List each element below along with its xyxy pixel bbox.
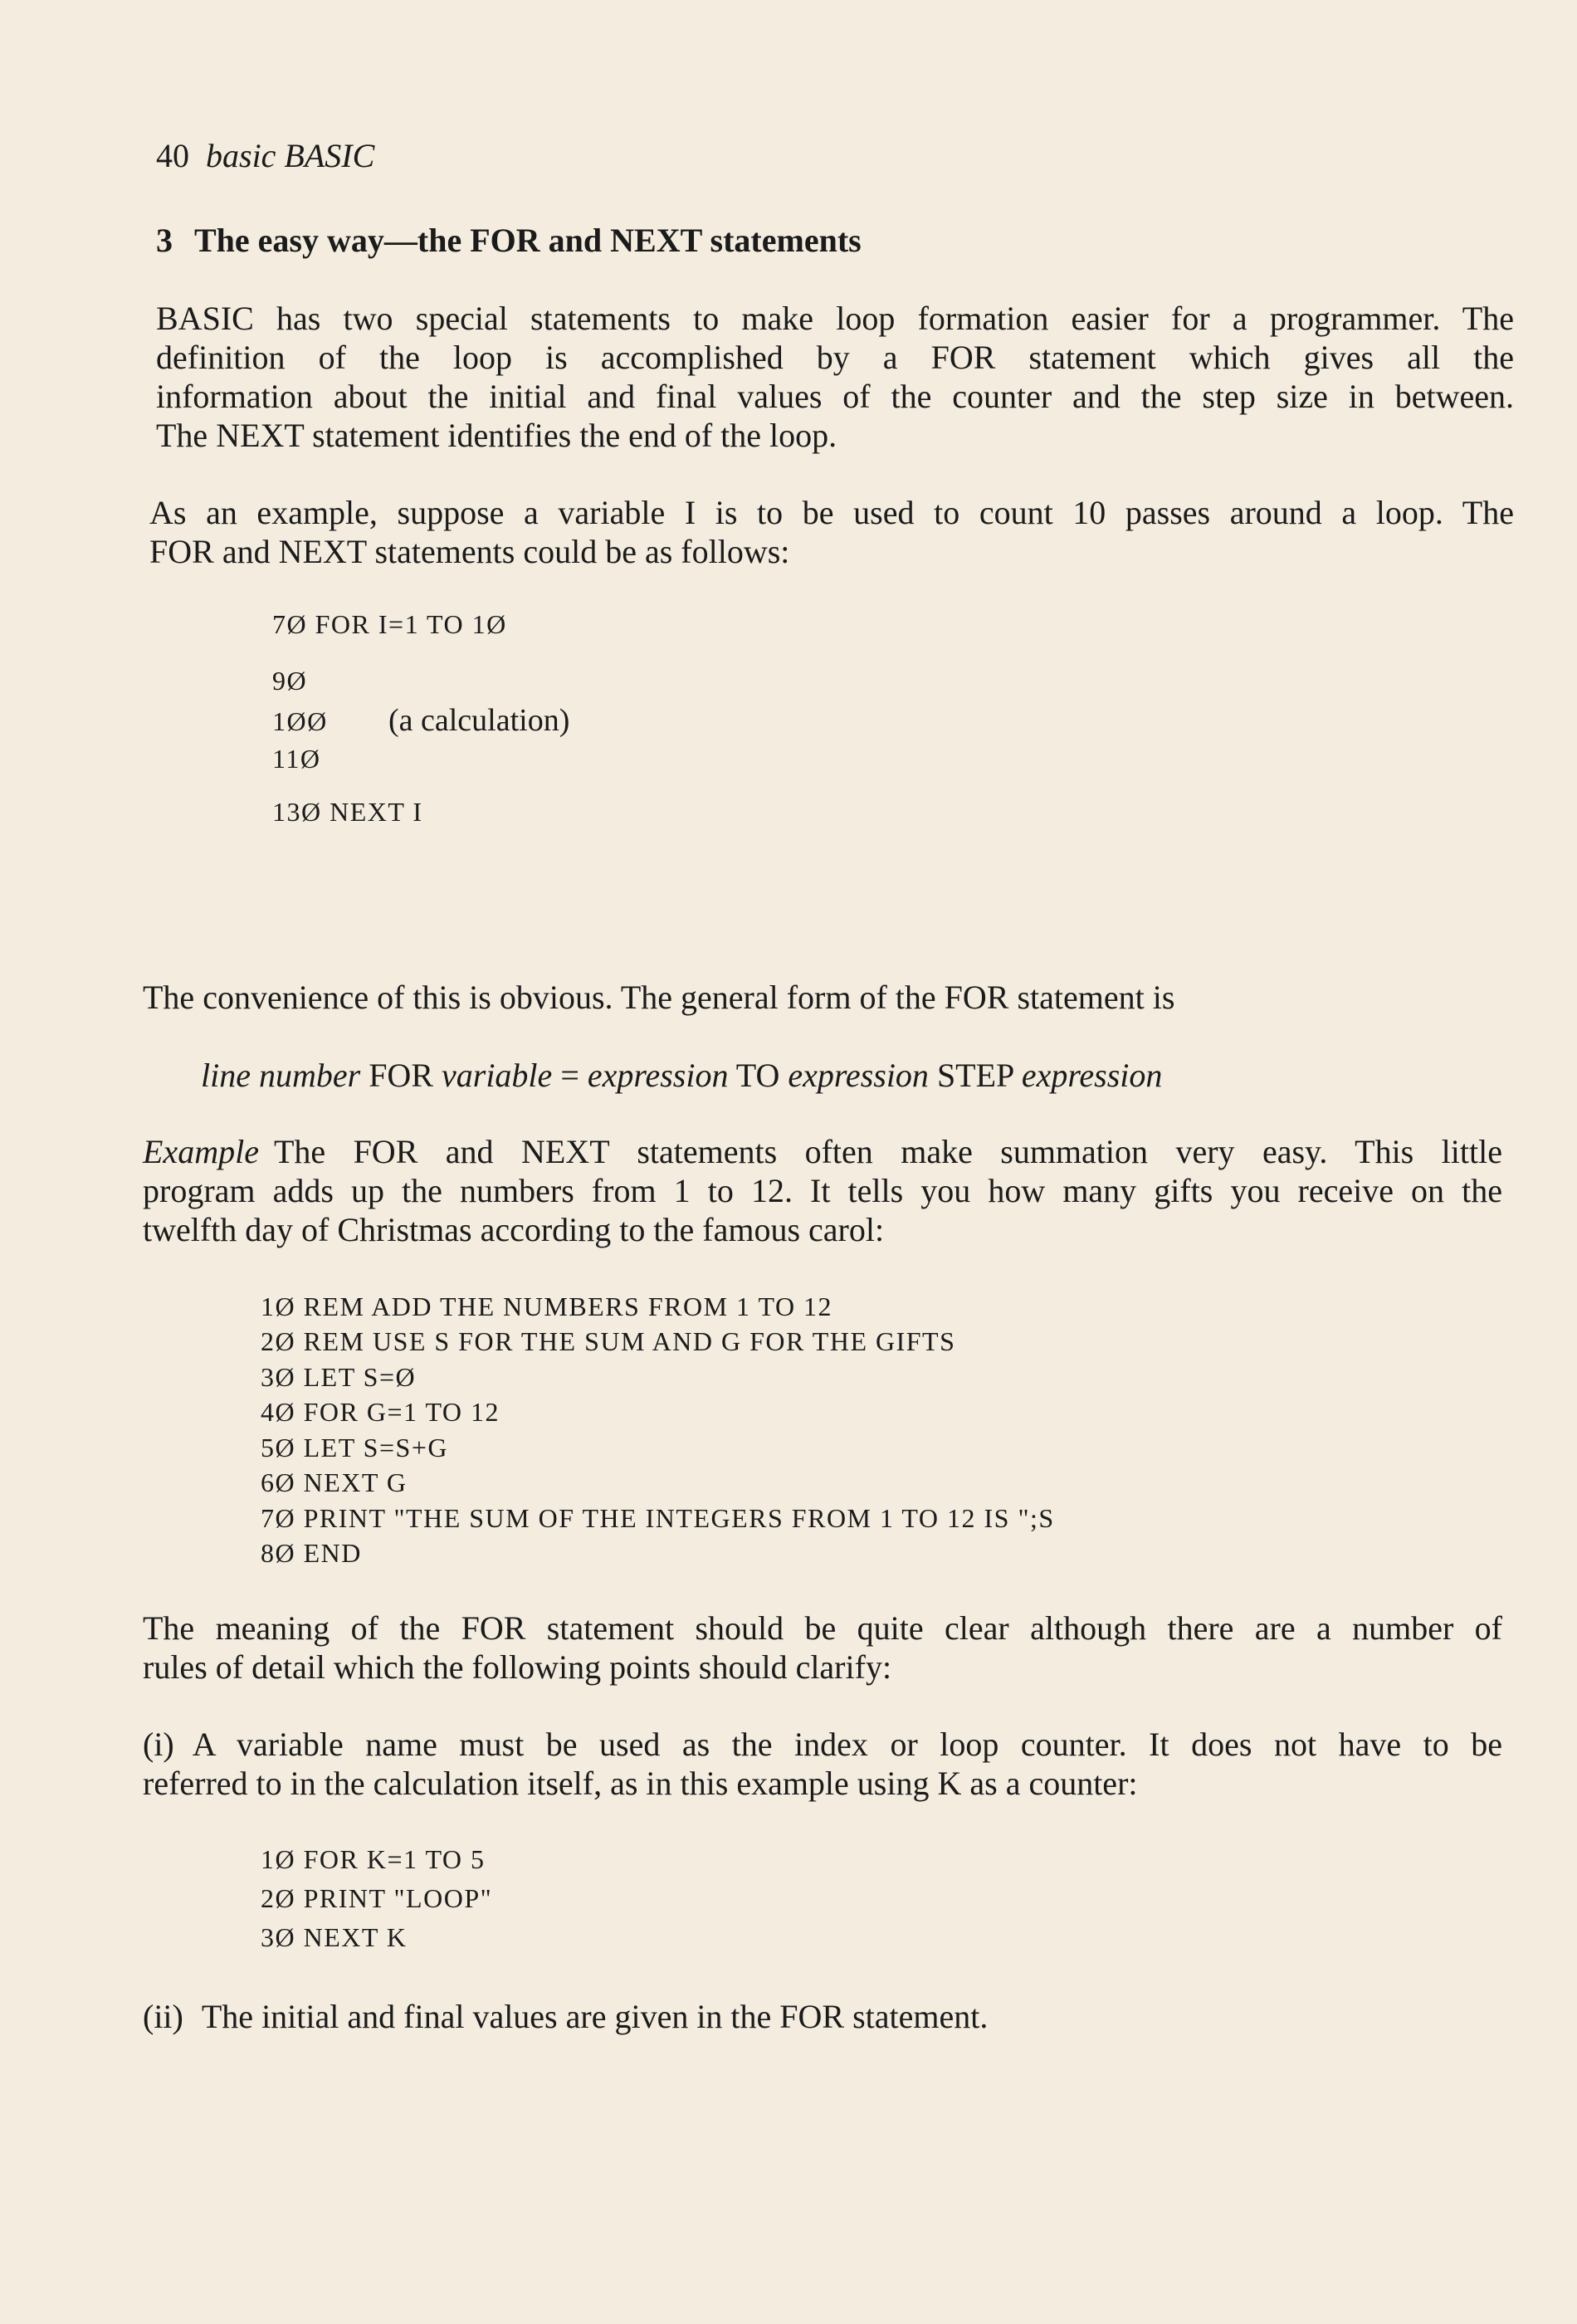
text-fragment: A variable name must be used as the index or loop counter. It does not have to be [192, 1726, 1502, 1763]
paragraph-point-i [143, 1725, 1502, 1803]
text-line: twelfth day of Christmas according to the famous carol: [143, 1211, 885, 1248]
section-title: The easy way—the FOR and NEXT statements [194, 222, 862, 259]
general-form-formula [201, 1056, 1162, 1095]
code-line: 13Ø NEXT I [272, 797, 423, 827]
formula-part: TO [728, 1057, 788, 1094]
code-line: 6Ø NEXT G [261, 1467, 408, 1497]
paragraph-example-intro [149, 493, 1514, 571]
code-line: 4Ø FOR G=1 TO 12 [261, 1397, 500, 1427]
code-annotation: (a calculation) [388, 703, 570, 738]
code-line: 1Ø REM ADD THE NUMBERS FROM 1 TO 12 [261, 1291, 833, 1321]
paragraph-example [143, 1132, 1502, 1249]
formula-part: expression [1021, 1057, 1163, 1094]
paragraph-intro [156, 299, 1514, 455]
code-line-number: 1ØØ [272, 706, 328, 736]
code-line: 2Ø REM USE S FOR THE SUM AND G FOR THE GIFTS [261, 1326, 956, 1356]
text-line: program adds up the numbers from 1 to 12. It tells you how many gifts you receive on the [143, 1172, 1502, 1209]
text-line: As an example, suppose a variable I is to be used to count 10 passes around a loop. The [149, 494, 1514, 531]
text-line: definition of the loop is accomplished by a FOR statement which gives all the [156, 339, 1514, 376]
code-line [272, 702, 569, 739]
point-label: (i) [143, 1726, 174, 1763]
text-line: information about the initial and final values of the counter and the step size in between. [156, 378, 1514, 415]
example-label: Example [143, 1133, 259, 1170]
code-block-summation [261, 1291, 1340, 1582]
page-number: 40 [156, 137, 189, 174]
text-line [143, 1997, 1502, 2036]
code-line: 11Ø [272, 744, 321, 774]
code-line: 1Ø FOR K=1 TO 5 [261, 1844, 486, 1874]
formula-part: FOR [360, 1057, 442, 1094]
code-line: 9Ø [272, 666, 308, 696]
text-line: The convenience of this is obvious. The general form of the FOR statement is [143, 979, 1175, 1016]
code-line: 5Ø LET S=S+G [261, 1433, 448, 1462]
code-line: 7Ø PRINT "THE SUM OF THE INTEGERS FROM 1 TO 12 IS ";S [261, 1503, 1055, 1533]
formula-part: expression [587, 1057, 729, 1094]
section-heading [156, 221, 862, 260]
formula-part: expression [788, 1057, 929, 1094]
formula-part: variable [442, 1057, 553, 1094]
text-line [143, 1132, 1502, 1171]
code-block-loop-example [272, 609, 936, 842]
formula-part: STEP [928, 1057, 1022, 1094]
text-line: The NEXT statement identifies the end of the loop. [156, 417, 837, 454]
text-line: The meaning of the FOR statement should be quite clear although there are a number of [143, 1609, 1502, 1647]
point-label: (ii) [143, 1998, 183, 2035]
text-line [143, 1725, 1502, 1764]
section-number: 3 [156, 222, 173, 259]
book-title: basic BASIC [206, 137, 375, 174]
paragraph-rules [143, 1609, 1502, 1687]
text-line: FOR and NEXT statements could be as follows: [149, 533, 790, 570]
text-line: BASIC has two special statements to make loop formation easier for a programmer. The [156, 300, 1514, 337]
paragraph-point-ii [143, 1997, 1502, 2036]
text-fragment: The initial and final values are given in the FOR statement. [201, 1998, 989, 2035]
text-fragment: The FOR and NEXT statements often make summation very easy. This little [273, 1133, 1502, 1170]
paragraph-convenience [143, 978, 1521, 1017]
code-line: 3Ø LET S=Ø [261, 1362, 417, 1392]
code-block-loop-counter [261, 1844, 842, 1977]
code-line: 8Ø END [261, 1538, 362, 1568]
text-line: rules of detail which the following points should clarify: [143, 1648, 892, 1686]
code-line: 2Ø PRINT "LOOP" [261, 1883, 493, 1913]
formula-part: line number [201, 1057, 361, 1094]
code-line: 3Ø NEXT K [261, 1922, 408, 1952]
text-line: referred to in the calculation itself, as in this example using K as a counter: [143, 1765, 1138, 1802]
formula-part: = [552, 1057, 588, 1094]
running-header [156, 136, 374, 175]
code-line: 7Ø FOR I=1 TO 1Ø [272, 609, 507, 639]
